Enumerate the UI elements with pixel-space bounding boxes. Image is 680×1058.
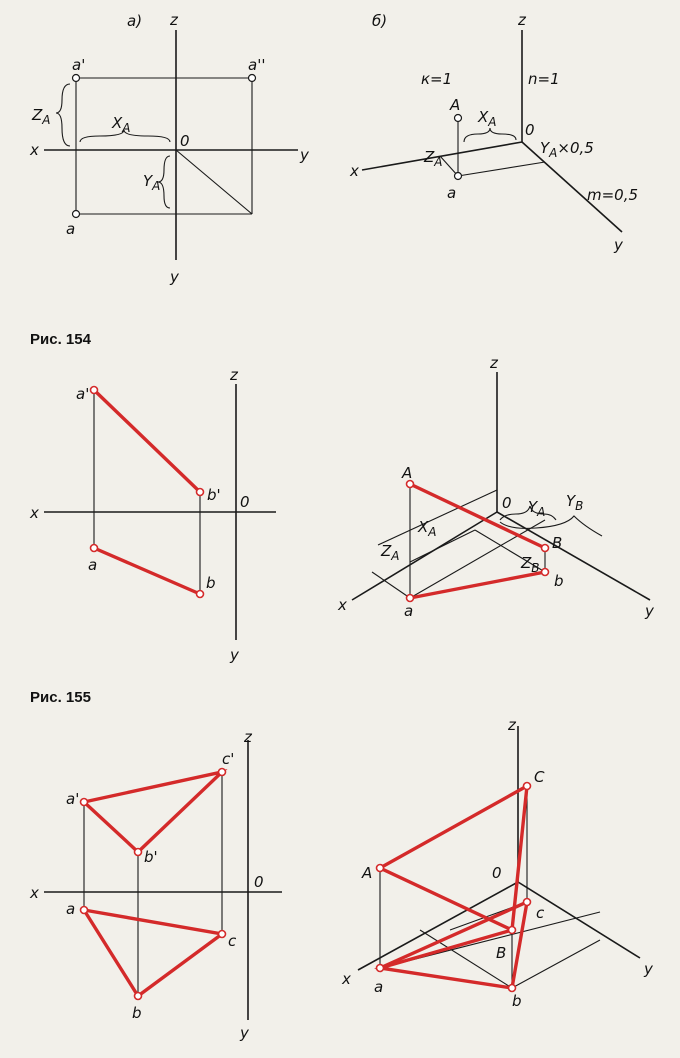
label-c: c (536, 904, 545, 922)
z-label: z (518, 11, 526, 29)
label-za: $Z_A$ (424, 148, 443, 169)
triangle-ABC (380, 786, 527, 930)
point-b (509, 985, 516, 992)
brace-xa (464, 128, 516, 142)
label-b1: b' (207, 486, 221, 504)
point-c1 (219, 769, 226, 776)
x-label: x (30, 504, 39, 522)
fig153b (349, 11, 638, 254)
label-b: b (206, 574, 216, 592)
z-label: z (230, 366, 238, 384)
point-B (509, 927, 516, 934)
y-label: y (230, 646, 239, 664)
triangle-front (84, 772, 222, 852)
triangle-top (84, 910, 222, 996)
label-yb: $Y_B$ (566, 492, 584, 513)
label-C: C (534, 768, 545, 786)
point-b1 (135, 849, 142, 856)
origin-label: 0 (254, 873, 264, 891)
point-a (73, 211, 80, 218)
label-B: B (496, 944, 507, 962)
y-label: y (645, 602, 654, 620)
panel-b-label: б) (372, 12, 388, 30)
point-a (407, 595, 414, 602)
label-za: $Z_A$ (381, 542, 400, 563)
point-a (81, 907, 88, 914)
segment-a1b1 (94, 390, 200, 492)
point-a1 (73, 75, 80, 82)
k-label: к=1 (421, 70, 453, 88)
origin-label: 0 (240, 493, 250, 511)
label-ya: $Y_A\times 0,5$ (540, 139, 594, 160)
point-b (197, 591, 204, 598)
point-a1 (81, 799, 88, 806)
label-a: a (66, 900, 76, 918)
point-b1 (197, 489, 204, 496)
z-label: z (508, 716, 516, 734)
x-label: x (342, 970, 351, 988)
y-label: y (240, 1024, 249, 1042)
point-a (455, 173, 462, 180)
panel-a-label: а) (127, 12, 143, 30)
label-B: B (552, 534, 563, 552)
label-a: a (447, 184, 457, 202)
label-c: c (228, 932, 237, 950)
bisector (176, 150, 252, 214)
origin-label: 0 (180, 132, 190, 150)
origin-label: 0 (492, 864, 502, 882)
x-label: x (30, 141, 39, 159)
point-a (377, 965, 384, 972)
point-a (91, 545, 98, 552)
line-b-y (512, 940, 600, 988)
x-label: x (30, 884, 39, 902)
label-ya: $Y_A$ (143, 172, 161, 193)
fig154-right (337, 354, 655, 620)
segment-ab (94, 548, 200, 594)
x-label: x (338, 596, 347, 614)
point-b (135, 993, 142, 1000)
label-a1: a' (66, 790, 80, 808)
y-label: y (614, 236, 623, 254)
label-a: a (404, 602, 414, 620)
point-a1 (91, 387, 98, 394)
label-a: a (66, 220, 76, 238)
segment-ab (410, 572, 545, 598)
label-a1: a' (72, 56, 86, 74)
label-c1: c' (222, 750, 235, 768)
y-axis (497, 512, 650, 600)
label-ya: $Y_A$ (528, 498, 546, 519)
point-b (542, 569, 549, 576)
point-C (524, 783, 531, 790)
label-xa: $X_A$ (478, 108, 497, 129)
m-label: m=0,5 (587, 186, 639, 204)
label-b1: b' (144, 848, 158, 866)
point-a2 (249, 75, 256, 82)
n-label: n=1 (528, 70, 560, 88)
label-a: a (88, 556, 98, 574)
line-a-y (458, 162, 545, 176)
brace-za (56, 84, 70, 146)
label-a: a (374, 978, 384, 996)
y-label: y (300, 146, 309, 164)
label-zb: $Z_B$ (521, 554, 540, 575)
x-label: x (350, 162, 359, 180)
fig155-right (341, 716, 654, 1010)
label-za: $Z_A$ (32, 106, 51, 127)
point-A (377, 865, 384, 872)
z-label: z (170, 11, 178, 29)
label-A: A (450, 96, 461, 114)
label-A: A (402, 464, 413, 482)
segment-aB (380, 930, 512, 968)
caption-155: Рис. 155 (30, 689, 91, 706)
y-label: y (644, 960, 653, 978)
point-c (524, 899, 531, 906)
point-c (219, 931, 226, 938)
label-A: A (362, 864, 373, 882)
point-B (542, 545, 549, 552)
z-label: z (490, 354, 498, 372)
fig155-left (29, 728, 282, 1042)
label-b: b (132, 1004, 142, 1022)
z-label: z (244, 728, 252, 746)
origin-label: 0 (502, 494, 512, 512)
fig153a (29, 11, 310, 286)
label-xa: $X_A$ (112, 114, 131, 135)
origin-label: 0 (525, 121, 535, 139)
label-b: b (554, 572, 564, 590)
label-a1: a' (76, 385, 90, 403)
fig154-left (29, 366, 276, 664)
y-bottom-label: y (170, 268, 179, 286)
caption-154: Рис. 154 (30, 331, 91, 348)
point-A (455, 115, 462, 122)
label-a2: a'' (248, 56, 266, 74)
label-xa: $X_A$ (418, 518, 437, 539)
label-b: b (512, 992, 522, 1010)
